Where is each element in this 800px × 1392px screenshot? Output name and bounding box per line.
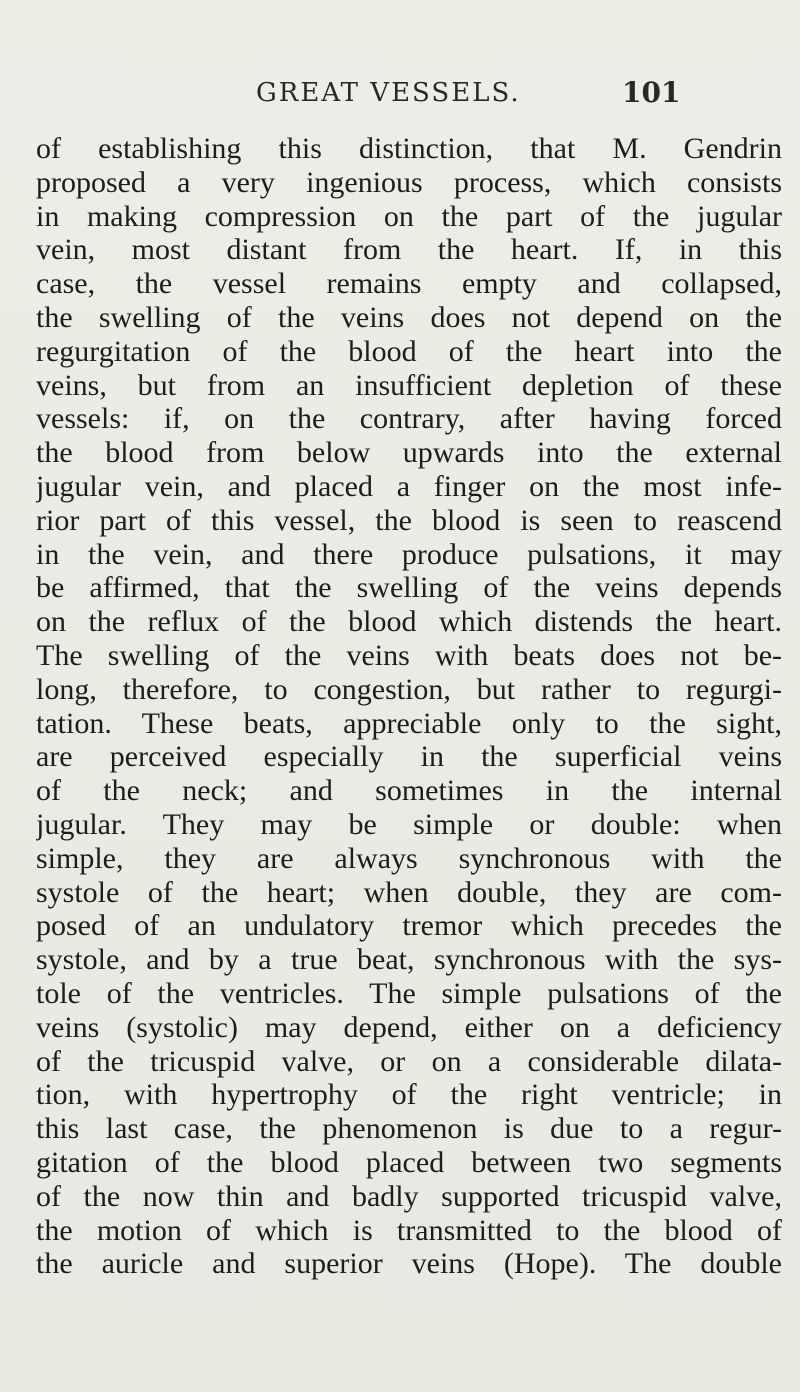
text-line: the blood from below upwards into the external <box>36 436 782 470</box>
text-line: the swelling of the veins does not depend on the <box>36 300 782 334</box>
text-line: veins, but from an insufficient depletion of these <box>36 368 782 402</box>
text-line: long, therefore, to congestion, but rather to regurgi- <box>36 672 782 706</box>
text-line: this last case, the phenomenon is due to a regur- <box>36 1112 782 1146</box>
text-line: case, the vessel remains empty and collapsed, <box>36 267 782 301</box>
text-line: the motion of which is transmitted to the blood of <box>36 1213 782 1247</box>
running-title: GREAT VESSELS. <box>256 78 521 108</box>
text-line: on the reflux of the blood which distends the heart. <box>36 605 782 639</box>
text-line: jugular. They may be simple or double: when <box>36 807 782 841</box>
text-line: regurgitation of the blood of the heart into the <box>36 334 782 368</box>
text-line: are perceived especially in the superficial veins <box>36 740 782 774</box>
text-line: tion, with hypertrophy of the right ventricle; in <box>36 1078 782 1112</box>
text-line: of the now thin and badly supported tricuspid valve, <box>36 1179 782 1213</box>
text-line: posed of an undulatory tremor which precedes the <box>36 909 782 943</box>
text-line: the auricle and superior veins (Hope). The double <box>36 1247 782 1281</box>
page-number: 101 <box>622 76 681 109</box>
text-line: gitation of the blood placed between two segments <box>36 1145 782 1179</box>
text-line: of the neck; and sometimes in the internal <box>36 774 782 808</box>
body-text <box>36 132 782 1281</box>
text-line: proposed a very ingenious process, which consists <box>36 165 782 199</box>
text-line: tation. These beats, appreciable only to the sight, <box>36 706 782 740</box>
text-line: The swelling of the veins with beats does not be- <box>36 638 782 672</box>
text-line: in making compression on the part of the jugular <box>36 199 782 233</box>
text-line: systole of the heart; when double, they are com- <box>36 875 782 909</box>
text-line: vein, most distant from the heart. If, in this <box>36 233 782 267</box>
text-line: in the vein, and there produce pulsations, it may <box>36 537 782 571</box>
text-line: systole, and by a true beat, synchronous with the sys- <box>36 943 782 977</box>
text-line: rior part of this vessel, the blood is seen to reascend <box>36 503 782 537</box>
text-line: be affirmed, that the swelling of the veins depends <box>36 571 782 605</box>
text-line: of establishing this distinction, that M. Gendrin <box>36 132 782 165</box>
text-line: of the tricuspid valve, or on a considerable dilata- <box>36 1044 782 1078</box>
text-line: jugular vein, and placed a finger on the most infe- <box>36 469 782 503</box>
text-line: simple, they are always synchronous with the <box>36 841 782 875</box>
text-line: veins (systolic) may depend, either on a deficiency <box>36 1010 782 1044</box>
text-line: tole of the ventricles. The simple pulsations of the <box>36 976 782 1010</box>
running-head <box>0 78 800 118</box>
text-line: vessels: if, on the contrary, after having forced <box>36 402 782 436</box>
